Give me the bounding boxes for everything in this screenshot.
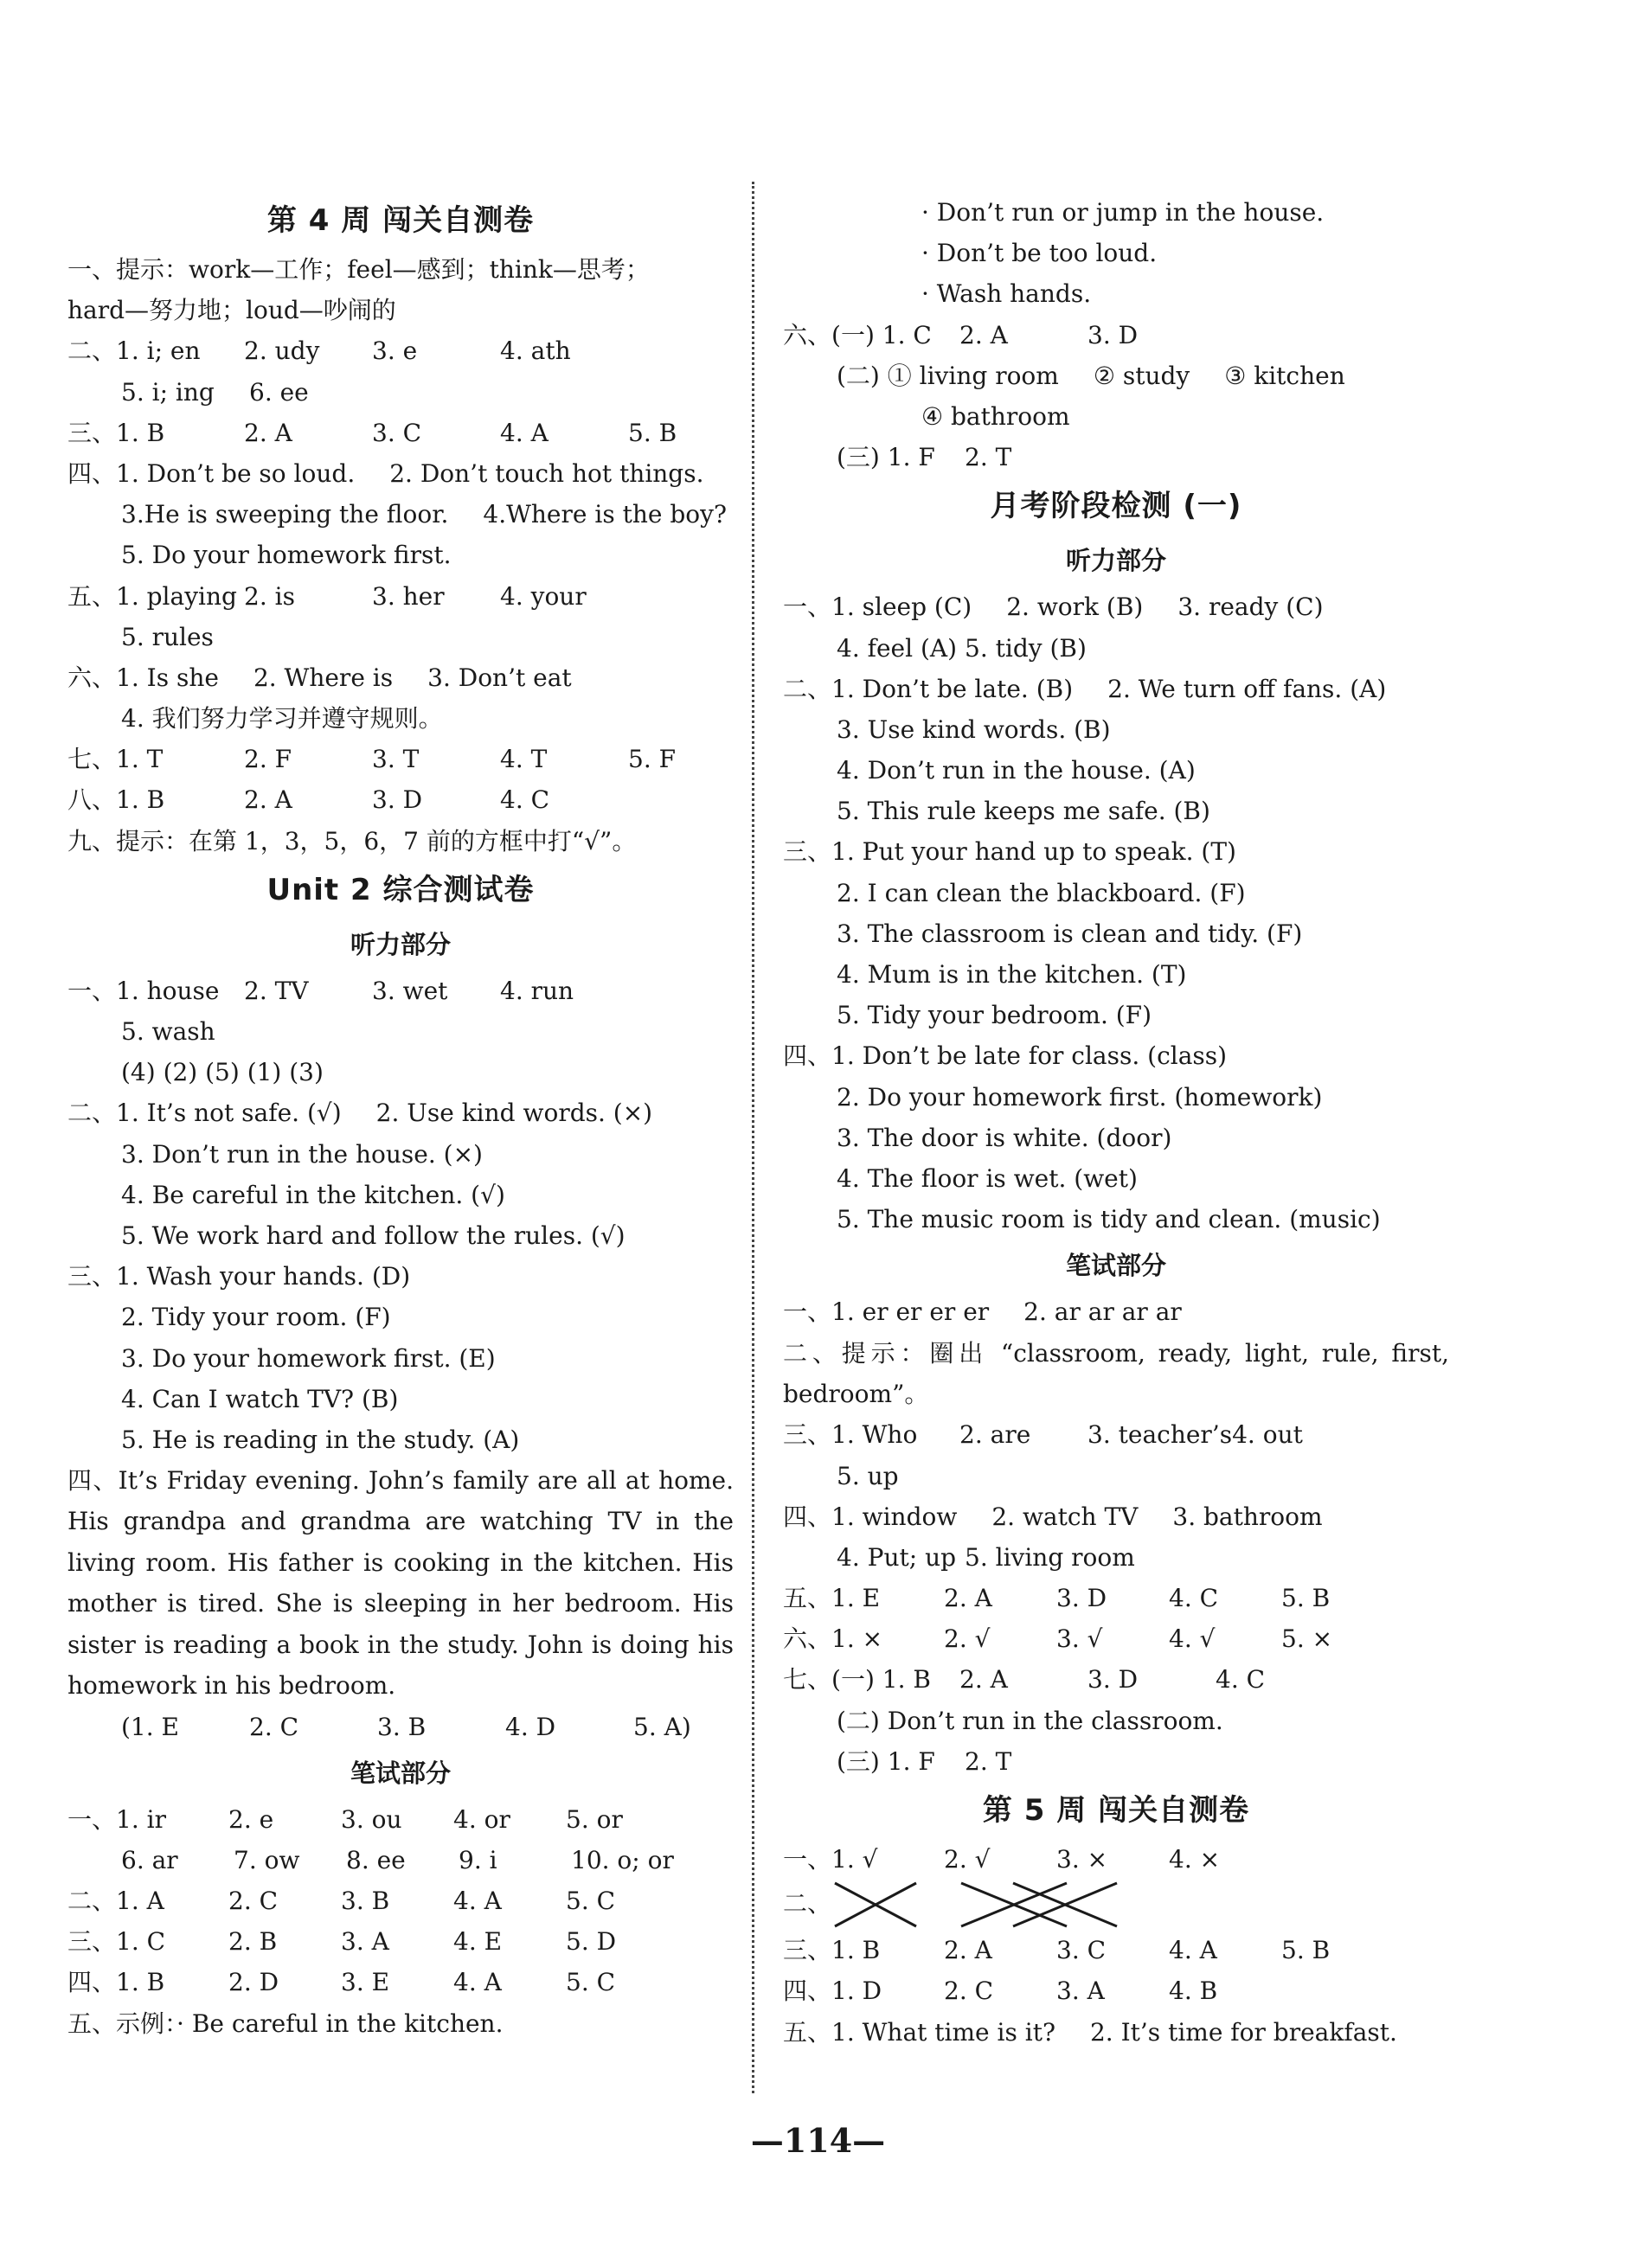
answer-item: 5. i; ing — [121, 377, 215, 407]
answer-item: 4. × — [1169, 1845, 1221, 1874]
answer-item: 2. is — [244, 581, 295, 611]
answer-item: 3. The door is white. (door) — [837, 1123, 1172, 1152]
answer-item: 2. T — [965, 1746, 1012, 1776]
question-number: 三、 — [67, 418, 117, 447]
answer-item: 4. Don’t run in the house. (A) — [837, 756, 1196, 785]
answer-row — [67, 1256, 734, 1297]
answer-item: ② study — [1093, 361, 1190, 390]
answer-item: 1. What time is it? — [831, 2017, 1055, 2047]
answer-item: 1. E — [831, 1584, 881, 1613]
answer-item: 1. er er er er — [831, 1297, 990, 1327]
answer-item: 4. Put; up — [837, 1542, 957, 1572]
question-number: 八、 — [67, 785, 117, 815]
answer-item: 5. D — [566, 1927, 617, 1957]
answer-row — [67, 1799, 734, 1840]
answer-item: 2. F — [244, 745, 292, 774]
answer-item: 2. A — [244, 785, 292, 815]
answer-paragraph: 二、提示：圈出 “classroom, ready, light, rule, first, bedroom”。 — [783, 1338, 1449, 1408]
question-number: 二、 — [67, 1887, 117, 1916]
answer-row — [67, 1962, 734, 2002]
answer-row — [67, 1880, 734, 1921]
answer-item: 1. √ — [831, 1845, 878, 1874]
answer-item: 4. A — [453, 1887, 502, 1916]
answer-item: 5. B — [1281, 1584, 1331, 1613]
answer-item: 5. wash — [121, 1017, 215, 1046]
answer-row — [67, 290, 734, 330]
answer-item: 5. tidy (B) — [965, 633, 1087, 663]
question-number: 一、 — [67, 1804, 117, 1834]
answer-item: 4. run — [500, 976, 574, 1005]
question-number: 九、 — [67, 826, 117, 855]
question-number: 一、 — [783, 1297, 832, 1327]
answer-item: 2. T — [965, 443, 1012, 472]
answer-item: (一) 1. C — [831, 320, 932, 349]
answer-item: 1. It’s not safe. (√) — [116, 1099, 342, 1128]
answer-item: 2. A — [244, 418, 292, 447]
answer-item: 2. TV — [244, 976, 309, 1005]
question-number: 三、 — [783, 837, 832, 867]
answer-row — [783, 1741, 1449, 1782]
answer-row — [783, 1456, 1449, 1496]
answer-item: 5. up — [837, 1461, 899, 1490]
answer-row — [67, 779, 734, 820]
answer-row — [783, 1496, 1449, 1537]
answer-item: ③ kitchen — [1224, 361, 1345, 390]
answer-item: 1. A — [116, 1887, 164, 1916]
answer-item: 1. Put your hand up to speak. (T) — [831, 837, 1236, 867]
answer-item: 5. He is reading in the study. (A) — [121, 1425, 520, 1454]
answer-item: 3. wet — [372, 976, 448, 1005]
answer-row — [783, 628, 1449, 669]
answer-item: (1. E — [121, 1712, 179, 1741]
answer-row — [67, 1921, 734, 1962]
answer-item: 4. Be careful in the kitchen. (√) — [121, 1180, 505, 1209]
answer-row — [67, 372, 734, 413]
answer-row — [67, 971, 734, 1011]
answer-item: (三) 1. F — [837, 1746, 935, 1776]
answer-item: 4. A — [453, 1968, 502, 1997]
question-number: 三、 — [783, 1420, 832, 1450]
answer-item: 3. Use kind words. (B) — [837, 714, 1111, 744]
answer-row — [67, 330, 734, 371]
answer-item: 3. Don’t run in the house. (×) — [121, 1139, 483, 1169]
answer-item: 2. A — [944, 1584, 992, 1613]
answer-row — [783, 1158, 1449, 1199]
question-number: 四、 — [783, 1976, 832, 2006]
question-number: 四、 — [67, 458, 117, 488]
answer-row — [67, 2003, 734, 2044]
answer-item: 3. The classroom is clean and tidy. (F) — [837, 919, 1303, 948]
answer-row — [67, 1092, 734, 1133]
answer-row — [67, 821, 734, 862]
answer-row — [783, 1291, 1449, 1332]
answer-item: 3. Don’t eat — [427, 663, 572, 692]
question-number: 五、 — [67, 581, 117, 611]
answer-item: 2. A — [959, 320, 1008, 349]
answer-row — [783, 1578, 1449, 1618]
answer-item: 4. C — [500, 785, 550, 815]
answer-item: 3. teacher’s — [1087, 1420, 1233, 1450]
answer-item: 3.He is sweeping the floor. — [121, 500, 449, 529]
answer-item: 1. B — [116, 1968, 165, 1997]
answer-item: 3. ready (C) — [1177, 593, 1324, 622]
answer-item: 示例：· Be careful in the kitchen. — [116, 2009, 504, 2038]
answer-item: 3. B — [341, 1887, 390, 1916]
answer-item: 3. D — [1087, 320, 1139, 349]
answer-item: 2. are — [959, 1420, 1031, 1450]
question-number: 三、 — [67, 1262, 117, 1291]
answer-row — [67, 1419, 734, 1460]
answer-row — [67, 453, 734, 494]
answer-item: 3. e — [372, 336, 418, 366]
answer-row — [67, 739, 734, 779]
answer-item: 5. A) — [633, 1712, 691, 1741]
answer-row — [67, 1379, 734, 1419]
section-subtitle: 笔试部分 — [350, 1758, 451, 1788]
answer-row — [783, 396, 1449, 437]
answer-item: 1. B — [116, 785, 165, 815]
section-subtitle: 笔试部分 — [1065, 1251, 1166, 1281]
answer-item: 1. Don’t be late. (B) — [831, 674, 1074, 703]
answer-item: 2. D — [228, 1968, 279, 1997]
answer-row — [783, 192, 1449, 233]
answer-item: 1. sleep (C) — [831, 593, 972, 622]
answer-item: 9. i — [459, 1845, 497, 1874]
answer-row — [67, 1840, 734, 1880]
answer-item: 1. Who — [831, 1420, 918, 1450]
column-divider — [752, 182, 754, 2093]
answer-row — [67, 1215, 734, 1256]
answer-row — [67, 1134, 734, 1175]
answer-item: 1. B — [831, 1936, 881, 1965]
answer-item: · Don’t run or jump in the house. — [921, 198, 1325, 227]
answer-item: 3. √ — [1056, 1624, 1103, 1654]
question-number: 七、 — [783, 1665, 832, 1695]
answer-item: 4. out — [1232, 1420, 1303, 1450]
left-column — [67, 192, 734, 2044]
answer-item: 3. C — [1056, 1936, 1107, 1965]
answer-item: 1. i; en — [116, 336, 201, 366]
answer-item: 1. ir — [116, 1804, 166, 1834]
question-number: 三、 — [67, 1927, 117, 1957]
answer-item: 1. window — [831, 1502, 958, 1531]
answer-row — [783, 1930, 1449, 1970]
answer-row — [783, 315, 1449, 356]
answer-item: 2. Do your homework first. (homework) — [837, 1082, 1323, 1112]
section-title: 月考阶段检测 (一) — [990, 489, 1242, 524]
answer-item: 2. I can clean the blackboard. (F) — [837, 878, 1246, 907]
answer-item: 1. T — [116, 745, 164, 774]
answer-item: · Wash hands. — [921, 279, 1092, 309]
answer-item: 4. C — [1169, 1584, 1219, 1613]
answer-item: 1. Don’t be so loud. — [116, 458, 356, 488]
answer-item: 5. Tidy your bedroom. (F) — [837, 1001, 1152, 1030]
answer-row — [783, 1618, 1449, 1659]
answer-item: 1. C — [116, 1927, 166, 1957]
answer-item: 5. The music room is tidy and clean. (music) — [837, 1205, 1381, 1234]
answer-paragraph: 四、It’s Friday evening. John’s family are all at home. His grandpa and grandma are watching TV in the living room. His father is cooking in the kitchen. His mother is tired. She is sleeping in her bedroom. His sister is reading a book in the study. John is doing his homework in his bedroom. — [67, 1466, 734, 1701]
answer-item: 3. bathroom — [1172, 1502, 1323, 1531]
answer-row — [783, 1035, 1449, 1076]
answer-item: 5. Do your homework first. — [121, 541, 452, 570]
question-number: 六、 — [783, 320, 832, 349]
answer-row — [783, 954, 1449, 995]
answer-item: 2. B — [228, 1927, 278, 1957]
answer-item: (三) 1. F — [837, 443, 935, 472]
answer-row — [67, 617, 734, 657]
answer-item: 3. C — [372, 418, 422, 447]
question-number: 二、 — [783, 1888, 832, 1918]
answer-item: 5. B — [628, 418, 677, 447]
section-subtitle: 听力部分 — [1065, 546, 1166, 576]
answer-row — [783, 1659, 1449, 1700]
answer-item: 3. × — [1056, 1845, 1108, 1874]
answer-row — [783, 669, 1449, 709]
answer-item: 2. √ — [944, 1624, 991, 1654]
answer-row — [783, 995, 1449, 1035]
answer-item: 4. T — [500, 745, 548, 774]
answer-row — [67, 535, 734, 575]
page-number: —114— — [750, 2121, 886, 2160]
answer-item: 3. ou — [341, 1804, 402, 1834]
answer-row — [783, 233, 1449, 273]
answer-item: 5. or — [566, 1804, 623, 1834]
answer-item: 3. D — [372, 785, 423, 815]
answer-item: 6. ee — [249, 377, 309, 407]
answer-row — [783, 1839, 1449, 1880]
answer-item: 3. her — [372, 581, 445, 611]
answer-row — [783, 873, 1449, 913]
answer-row — [783, 1414, 1449, 1455]
answer-item: 4. The floor is wet. (wet) — [837, 1163, 1138, 1193]
answer-row — [783, 709, 1449, 750]
answer-item: 5. We work hard and follow the rules. (√) — [121, 1220, 626, 1250]
answer-item: 4. A — [500, 418, 549, 447]
answer-row — [783, 1077, 1449, 1118]
answer-item: 4. or — [453, 1804, 510, 1834]
question-number: 二、 — [783, 674, 832, 703]
answer-row — [67, 1052, 734, 1092]
answer-item: 2. ar ar ar ar — [1023, 1297, 1182, 1327]
answer-item: 3. Do your homework first. (E) — [121, 1343, 496, 1373]
question-number: 一、 — [67, 255, 117, 284]
answer-item: 2. A — [959, 1665, 1008, 1695]
answer-row — [67, 657, 734, 698]
question-number: 五、 — [783, 2017, 832, 2047]
question-number: 七、 — [67, 745, 117, 774]
answer-item: 提示：work—工作；feel—感到；think—思考； — [116, 255, 650, 284]
question-number: 一、 — [67, 976, 117, 1005]
question-number: 五、 — [67, 2009, 117, 2038]
answer-item: · Don’t be too loud. — [921, 239, 1158, 268]
answer-item: 3. T — [372, 745, 420, 774]
answer-item: 2. Where is — [253, 663, 394, 692]
answer-item: 5. C — [566, 1968, 616, 1997]
answer-item: 2. We turn off fans. (A) — [1107, 674, 1387, 703]
answer-item: 2. C — [228, 1887, 279, 1916]
answer-item: 1. B — [116, 418, 165, 447]
answer-item: (二) Don’t run in the classroom. — [837, 1706, 1223, 1735]
answer-item: 2. work (B) — [1006, 593, 1144, 622]
answer-item: 2. A — [944, 1936, 992, 1965]
answer-item: 5. × — [1281, 1624, 1333, 1654]
answer-item: 4. ath — [500, 336, 571, 366]
answer-item: (一) 1. B — [831, 1665, 931, 1695]
answer-item: 4. A — [1169, 1936, 1217, 1965]
question-number: 五、 — [783, 1584, 832, 1613]
answer-item: 6. ar — [121, 1845, 178, 1874]
answer-item: 1. house — [116, 976, 220, 1005]
answer-item: 5. rules — [121, 622, 214, 651]
answer-row — [67, 1175, 734, 1215]
answer-item: 2. Use kind words. (×) — [375, 1099, 653, 1128]
answer-item: 3. B — [377, 1712, 427, 1741]
matching-answer-row — [783, 1880, 1449, 1930]
answer-item: 2. Don’t touch hot things. — [389, 458, 704, 488]
answer-item: 5. F — [628, 745, 677, 774]
question-number: 四、 — [783, 1041, 832, 1071]
answer-item: 2. udy — [244, 336, 320, 366]
answer-item: 4. feel (A) — [837, 633, 958, 663]
question-number: 六、 — [67, 663, 117, 692]
answer-item: 4. Can I watch TV? (B) — [121, 1384, 399, 1413]
answer-item: 3. A — [341, 1927, 389, 1957]
answer-item: 4. 我们努力学习并遵守规则。 — [121, 704, 443, 734]
answer-item: 4. D — [505, 1712, 556, 1741]
answer-item: 3. D — [1087, 1665, 1139, 1695]
answer-item: 4. your — [500, 581, 587, 611]
answer-item: 2. √ — [944, 1845, 991, 1874]
answer-row — [783, 791, 1449, 831]
answer-row — [67, 576, 734, 617]
answer-row — [67, 413, 734, 453]
question-number: 一、 — [783, 1845, 832, 1874]
answer-item: 2. Tidy your room. (F) — [121, 1303, 391, 1332]
answer-item: 1. Don’t be late for class. (class) — [831, 1041, 1228, 1071]
answer-item: 2. It’s time for breakfast. — [1089, 2017, 1397, 2047]
answer-row — [783, 1701, 1449, 1741]
answer-row — [67, 1707, 734, 1747]
answer-item: (4) (2) (5) (1) (3) — [121, 1058, 324, 1087]
answer-item: 7. ow — [234, 1845, 300, 1874]
answer-row — [783, 1970, 1449, 2011]
answer-row — [67, 494, 734, 535]
answer-row — [783, 356, 1449, 396]
answer-item: 2. watch TV — [991, 1502, 1139, 1531]
question-number: 三、 — [783, 1936, 832, 1965]
answer-item: 4. B — [1169, 1976, 1218, 2006]
answer-item: 4. √ — [1169, 1624, 1216, 1654]
question-number: 四、 — [67, 1968, 117, 1997]
answer-row — [783, 273, 1449, 314]
answer-item: 5. C — [566, 1887, 616, 1916]
answer-item: 4. C — [1216, 1665, 1266, 1695]
answer-item: 5. living room — [965, 1542, 1135, 1572]
question-number: 六、 — [783, 1624, 832, 1654]
question-number: 二、 — [67, 1099, 117, 1128]
answer-item: 1. × — [831, 1624, 883, 1654]
answer-item: 5. B — [1281, 1936, 1331, 1965]
answer-row — [783, 437, 1449, 477]
section-title: Unit 2 综合测试卷 — [266, 872, 535, 907]
answer-item: 1. playing — [116, 581, 237, 611]
answer-item: 8. ee — [346, 1845, 406, 1874]
answer-item: 5. This rule keeps me safe. (B) — [837, 797, 1210, 826]
answer-row — [67, 1297, 734, 1337]
answer-item: 2. e — [228, 1804, 274, 1834]
answer-row — [783, 586, 1449, 627]
section-title: 第 4 周 闯关自测卷 — [266, 203, 535, 238]
answer-row — [783, 831, 1449, 872]
answer-row — [67, 698, 734, 739]
answer-item: hard—努力地；loud—吵闹的 — [67, 296, 396, 325]
answer-item: 1. D — [831, 1976, 882, 2006]
answer-item: 3. D — [1056, 1584, 1107, 1613]
answer-item: 3. E — [341, 1968, 390, 1997]
question-number: 一、 — [783, 593, 832, 622]
section-title: 第 5 周 闯关自测卷 — [982, 1793, 1250, 1828]
question-number: 四、 — [783, 1502, 832, 1531]
answer-item: 2. C — [944, 1976, 994, 2006]
answer-item: 3. A — [1056, 1976, 1105, 2006]
answer-item: (二) ① living room — [837, 361, 1059, 390]
answer-item: 4.Where is the boy? — [483, 500, 727, 529]
section-subtitle: 听力部分 — [350, 929, 451, 959]
matching-lines-drawing — [831, 1880, 1143, 1930]
answer-item: 10. o; or — [571, 1845, 674, 1874]
answer-row — [67, 249, 734, 290]
answer-row — [783, 913, 1449, 954]
right-column — [783, 192, 1449, 2053]
answer-item: 提示：在第 1，3，5，6，7 前的方框中打“√”。 — [116, 826, 637, 855]
answer-item: 2. C — [249, 1712, 299, 1741]
answer-row — [783, 1199, 1449, 1240]
question-number: 二、 — [67, 336, 117, 366]
answer-row — [67, 1011, 734, 1052]
answer-row — [67, 1338, 734, 1379]
answer-row — [783, 1537, 1449, 1578]
answer-row — [783, 2012, 1449, 2053]
answer-item: 4. Mum is in the kitchen. (T) — [837, 960, 1187, 989]
answer-item: 1. Is she — [116, 663, 219, 692]
answer-row — [783, 750, 1449, 791]
answer-item: 1. Wash your hands. (D) — [116, 1262, 411, 1291]
answer-item: ④ bathroom — [921, 401, 1070, 431]
answer-item: 4. E — [453, 1927, 503, 1957]
answer-row — [783, 1118, 1449, 1158]
